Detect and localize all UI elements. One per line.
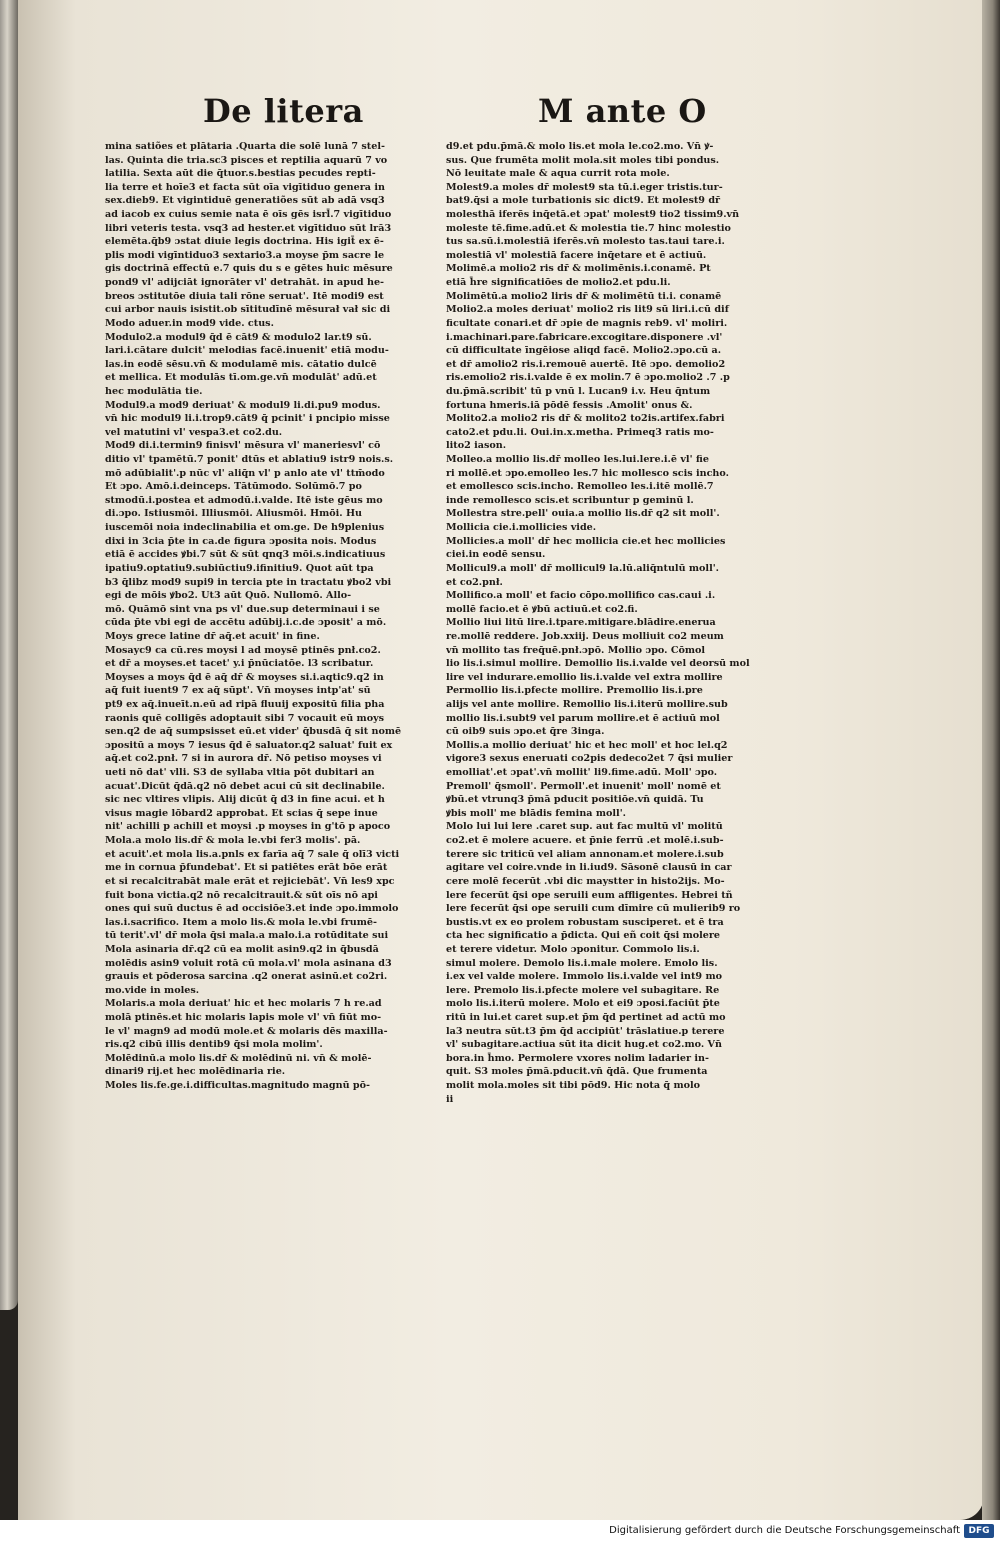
text-line: Premoll' q̄smoll'. Permoll'.et inuenit' moll' nomē et (446, 780, 721, 792)
text-line: molo lis.i.iterū molere. Molo et ei9 ɔposi.faciūt p̄te (446, 998, 720, 1010)
footer-credit: Digitalisierung gefördert durch die Deutsche Forschungsgemeinschaft (609, 1525, 960, 1536)
page-edge-right (982, 0, 1000, 1520)
text-line: las. Quinta die tria.sc3 pisces et reptilia aquarū 7 vo (105, 154, 388, 166)
text-line: i.machinari.pare.fabricare.excogitare.disponere .vl' (446, 331, 723, 343)
text-line: cato2.et pdu.li. Oui.in.x.metha. Primeq3 ratis mo- (446, 426, 714, 438)
text-line: sic nec vltires vlipis. Alij dicūt q̄ d3 in fine acui. et h (105, 794, 385, 806)
text-line: Mosayc9 ca cū.res moysi l ad moysē ptinēs pnł.co2. (105, 644, 381, 656)
text-line: aq̄.et co2.pnł. 7 si in aurora dr̄. Nō petiso moyses vi (105, 753, 382, 765)
text-line: cui arbor nauis isistit.ob sītitudīnē mēsurał vał sic di (105, 304, 391, 316)
text-line: elemēta.q̄b9 ɔstat diuie legis doctrina. His igit̄ ex ē- (105, 236, 384, 248)
text-line: Permollio lis.i.pfecte mollire. Premollio lis.i.pre (446, 685, 703, 697)
text-line: lia terre et hoīe3 et facta sūt oīa vigītiduo genera in (105, 181, 385, 193)
text-line: stmodū.i.postea et admodū.i.valde. Itē iste gēus mo (105, 494, 383, 506)
text-line: du.p̄mā.scribit' tū p vnū l. Lucan9 i.v. Heu q̄ntum (446, 385, 711, 397)
running-head-right: M ante O (538, 92, 707, 130)
right-text-column (446, 140, 786, 1106)
text-line: mollio lis.i.subt9 vel parum mollire.et ē actiuū mol (446, 712, 720, 724)
text-line: quit. S3 moles p̄mā.pducit.vn̄ q̄dā. Que frumenta (446, 1066, 708, 1078)
text-line: sus. Que frumēta molit mola.sit moles tibi pondus. (446, 154, 720, 166)
text-line: cū oib9 suis ɔpo.et q̄re 3inga. (446, 726, 605, 738)
text-line: Molest9.a moles dr̄ molest9 sta tū.i.eger tristis.tur- (446, 181, 723, 193)
text-line: visus magie lōbard2 approbat. Et scias q̄ sepe inue (105, 807, 378, 819)
text-line: d9.et pdu.p̄mā.& molo lis.et mola le.co2.mo. Vn̄ ꝟ- (446, 141, 714, 152)
text-line: libri veteris testa. vsq3 ad hester.et vigītiduo sūt lrā3 (105, 222, 392, 234)
text-line: Moles lis.fe.ge.i.difficultas.magnitudo magnū pō- (105, 1080, 370, 1092)
text-line: co2.et ē molere acuere. et p̄nie ferrū .et molē.i.sub- (446, 835, 724, 847)
text-line: terere sic triticū vel aliam annonam.et molere.i.sub (446, 848, 724, 860)
text-line: vel matutini vl' vespa3.et co2.du. (105, 426, 283, 438)
text-line: emolliat'.et ɔpat'.vn̄ mollit' li9.fime.adū. Moll' ɔpo. (446, 767, 718, 779)
running-head-left: De litera (203, 92, 364, 130)
text-line: le vl' magn9 ad modū mole.et & molaris dēs maxilla- (105, 1025, 388, 1037)
text-line: las.i.sacrifico. Item a molo lis.& mola le.vbi frumē- (105, 916, 378, 928)
text-line: moleste tē.fime.adū.et & molestia tie.7 hinc molestio (446, 222, 731, 234)
left-text-column (105, 140, 425, 1093)
text-line: nit' achilli p achill et moysi .p moyses in g'tō p apoco (105, 821, 391, 833)
text-line: Mollicul9.a moll' dr̄ mollicul9 la.lū.aliq̄ntulū moll'. (446, 562, 719, 574)
text-line: i.ex vel valde molere. Immolo lis.i.valde vel int9 mo (446, 971, 722, 983)
text-line: sen.q2 de aq̄ sumpsisset eū.et vider' q̄busdā q̄ sit nomē (105, 726, 402, 738)
text-line: ipatiu9.optatiu9.subiūctiu9.ifinitiu9. Quot aūt tpa (105, 562, 374, 574)
text-line: ɔpositū a moys 7 iesus q̄d ē saluator.q2 saluat' fuit ex (105, 739, 393, 751)
text-line: me in cornua p̄fundebat'. Et si patiētes erāt bōe erāt (105, 862, 388, 874)
text-line: fuit bona victia.q2 nō recalcitrauit.& sūt oīs nō api (105, 889, 378, 901)
text-line: Mollifico.a moll' et facio cōpo.mollifico cas.caui .i. (446, 590, 716, 602)
text-line: latilia. Sexta aūt die q̄tuor.s.bestias pecudes repti- (105, 168, 376, 180)
text-line: Molēdinū.a molo lis.dr̄ & molēdinū ni. vn̄ & molē- (105, 1052, 372, 1064)
text-line: etiā ē accides ꝟbi.7 sūt & sūt qnq3 mōi.s.indicatiuus (105, 549, 386, 561)
text-line: lito2 iason. (446, 440, 507, 452)
text-line: sex.dieb9. Et vigintiduē generatiões sūt ab adā vsq3 (105, 195, 385, 207)
text-line: Moys grece latine dr̄ aq̄.et acuit' in fine. (105, 630, 320, 642)
text-line: mō adūbialit'.p nūc vl' aliq̄n vl' p anlo ate vl' ttm̄odo (105, 467, 385, 479)
text-line: ficultate conari.et dr̄ ɔpie de magnis reb9. vl' moliri. (446, 317, 728, 329)
page (18, 0, 984, 1520)
text-line: vigore3 sexus eneruati co2pis dedeco2et 7 q̄si mulier (446, 753, 733, 765)
text-line: et dr̄ amolio2 ris.i.remouē auertē. Itē ɔpo. demolio2 (446, 358, 726, 370)
text-line: molesthā iferēs inq̄etā.et ɔpat' molest9 tio2 tissim9.vn̄ (446, 209, 740, 221)
text-line: molestiā vl' molestiā facere inq̄etare et ē actiuū. (446, 249, 707, 261)
text-line: la3 neutra sūt.t3 p̄m q̄d accipiūt' trāslatiue.p terere (446, 1025, 725, 1037)
text-line: vn̄ hic modul9 li.i.trop9.cāt9 q̄ pcinit' i pncipio misse (105, 413, 390, 425)
text-line: Mola asinaria dr̄.q2 cū ea molit asin9.q2 in q̄busdā (105, 943, 379, 955)
text-line: Nō leuitate male & aqua currit rota mole. (446, 168, 670, 180)
text-line: acuat'.Dicūt q̄dā.q2 nō debet acui cū sit declinabile. (105, 780, 385, 792)
text-line: grauis et pōderosa sarcina .q2 onerat asinū.et co2ri. (105, 971, 388, 983)
text-line: Modo aduer.in mod9 vide. ctus. (105, 317, 274, 329)
text-line: Modul9.a mod9 deriuat' & modul9 li.di.pu9 modus. (105, 399, 381, 411)
text-line: bat9.q̄si a mole turbationis sic dict9. Et molest9 dr̄ (446, 195, 721, 207)
text-line: iuscemōi noia indeclinabilia et om.ge. De h9plenius (105, 522, 385, 534)
text-line: Moyses a moys q̄d ē aq̄ dr̄ & moyses si.i.aqtic9.q2 in (105, 671, 384, 683)
text-line: dinari9 rij.et hec molēdinaria rie. (105, 1066, 286, 1078)
text-line: Molleo.a mollio lis.dr̄ molleo les.lui.lere.i.ē vl' fie (446, 454, 709, 466)
text-line: ditio vl' tpamētū.7 ponit' dtūs et ablatiu9 istr9 nois.s. (105, 454, 394, 466)
text-line: egi de mōis ꝟbo2. Ut3 aūt Quō. Nullomō. Allo- (105, 590, 352, 602)
text-line: inde remollesco scis.et scribuntur p geminū l. (446, 494, 694, 506)
text-line: ii (446, 1093, 454, 1105)
text-line: molēdis asin9 voluit rotā cū mola.vl' mola asinana d3 (105, 957, 392, 969)
text-line: pond9 vl' adijciāt ignorāter vl' detrahāt. in apud he- (105, 277, 385, 289)
text-line: lari.i.cātare dulcit' melodias facē.inuenit' etiā modu- (105, 345, 389, 357)
text-line: lere fecerūt q̄si ope seruili cum dīmire cū mulierib9 ro (446, 903, 741, 915)
text-line: ris.emolio2 ris.i.valde ē ex molin.7 ē ɔpo.molio2 .7 .p (446, 372, 730, 384)
text-line: Mola.a molo lis.dr̄ & mola le.vbi fer3 molis'. pā. (105, 835, 361, 847)
text-line: lio lis.i.simul mollire. Demollio lis.i.valde vel deorsū mol (446, 658, 750, 670)
text-line: et acuit'.et mola lis.a.pnls ex farīa aq̄ 7 sale q̄ olī3 victi (105, 848, 400, 860)
text-line: mō. Quāmō sint vna ps vl' due.sup determinaui i se (105, 603, 380, 615)
text-line: mina satiões et plātaria .Quarta die solē lunā 7 stel- (105, 141, 385, 152)
text-line: di.ɔpo. Istiusmōi. Illiusmōi. Aliusmōi. Hmōi. Hu (105, 508, 363, 520)
text-line: Mollicies.a moll' dr̄ hec mollicia cie.et hec mollicies (446, 535, 726, 547)
text-line: Molo lui lui lere .caret sup. aut fac multū vl' molitū (446, 821, 723, 833)
text-line: ad iacob ex cuius semie nata ē oīs gēs isrl̄.7 vigītiduo (105, 209, 392, 221)
text-line: Mollis.a mollio deriuat' hic et hec moll' et hoc lel.q2 (446, 739, 728, 751)
text-line: plis modi vigīntiduo3 sextario3.a moyse p̄m sacre le (105, 249, 385, 261)
dfg-logo: DFG (964, 1524, 994, 1538)
text-line: re.mollē reddere. Job.xxiij. Deus molliuit co2 meum (446, 630, 724, 642)
text-line: et terere videtur. Molo ɔponitur. Commolo lis.i. (446, 943, 700, 955)
text-line: las.in eodē sēsu.vn̄ & modulamē mis. cātatio dulcē (105, 358, 377, 370)
text-line: mo.vide in moles. (105, 984, 200, 996)
text-line: ris.q2 cibū illis dentib9 q̄si mola molim'. (105, 1039, 323, 1051)
text-line: et dr̄ a moyses.et tacet' y.i p̄nūciatōe. l3 scribatur. (105, 658, 374, 670)
text-line: Mollicia cie.i.mollicies vide. (446, 522, 597, 534)
text-line: lere. Premolo lis.i.pfecte molere vel subagitare. Re (446, 984, 720, 996)
text-line: bustis.vt ex eo prolem robustam susciperet. et ē tra (446, 916, 724, 928)
text-line: cū difficultate īngēiose aliqd facē. Molio2.ɔpo.cū a. (446, 345, 722, 357)
text-line: raonis quē colligēs adoptauit sibi 7 vocauit eū moys (105, 712, 385, 724)
text-line: et mellica. Et modulās tī.om.ge.vn̄ modulāt' adū.et (105, 372, 377, 384)
text-line: et co2.pnł. (446, 576, 503, 588)
text-line: alijs vel ante mollire. Remollio lis.i.iterū mollire.sub (446, 698, 728, 710)
digitization-footer (0, 1520, 1000, 1543)
text-line: agitare vel coire.vnde in li.iud9. Sāsonē clausū in car (446, 862, 732, 874)
text-line: hec modulātia tie. (105, 385, 203, 397)
text-line: cere molē fecerūt .vbi dic maystter in histo2ijs. Mo- (446, 875, 725, 887)
text-line: Mod9 di.i.termin9 finisvl' mēsura vl' maneriesvl' cō (105, 440, 381, 452)
text-line: simul molere. Demolo lis.i.male molere. Emolo lis. (446, 957, 718, 969)
text-line: b3 q̄libz mod9 supi9 in tercia pte in tractatu ꝟbo2 vbi (105, 576, 392, 588)
text-line: Molito2.a molio2 ris dr̄ & molito2 to2is.artifex.fabri (446, 413, 725, 425)
text-line: ueti nō dat' vlli. S3 de syllaba vltia pōt dubitari an (105, 767, 375, 779)
text-line: ones qui suū ductus ē ad occisiōe3.et inde ɔpo.immolo (105, 903, 399, 915)
text-line: cūda p̄te vbi egi de accētu adūbij.i.c.de ɔposit' a mō. (105, 617, 387, 629)
text-line: lire vel indurare.emollio lis.i.valde vel extra mollire (446, 671, 723, 683)
text-line: tū terit'.vl' dr̄ mola q̄si mala.a malo.i.a rotūditate sui (105, 930, 389, 942)
text-line: ꝟbū.et vtrunq3 p̄mā pducit positiōe.vn̄ quidā. Tu (446, 794, 704, 806)
text-line: aq̄ fuit iuent9 7 ex aq̄ sūpt'. Vn̄ moyses intp'at' sū (105, 685, 371, 697)
text-line: ꝟbis moll' me blādis femina moll'. (446, 807, 626, 819)
previous-pages-edge (0, 0, 18, 1310)
text-line: bora.in h̄mo. Permolere vxores nolim ladarier in- (446, 1052, 709, 1064)
text-line: Mollio liui litū lire.i.tpare.mitigare.blādire.enerua (446, 617, 716, 629)
text-line: dixi in 3cia p̄te in ca.de figura ɔposita nois. Modus (105, 535, 377, 547)
text-line: breos ɔstitutōe diuia tali rōne seruat'. Itē modi9 est (105, 290, 384, 302)
text-line: Modulo2.a modul9 q̄d ē cāt9 & modulo2 lar.t9 sū. (105, 331, 372, 343)
text-line: gis doctrinā effectū e.7 quis du s e gētes huic mēsure (105, 263, 393, 275)
text-line: tus sa.sū.i.molestiā iferēs.vn̄ molesto tas.taui tare.i. (446, 236, 725, 248)
text-line: pt9 ex aq̄.inueīt.n.eū ad ripā fluuij expositū filia pha (105, 698, 385, 710)
text-line: et si recalcitrabāt male erāt et rejiciebāt'. Vn̄ les9 xpc (105, 875, 395, 887)
text-line: Molimē.a molio2 ris dr̄ & molimēnis.i.conamē. Pt (446, 263, 711, 275)
text-line: molit mola.moles sit tibi pōd9. Hic nota q̄ molo (446, 1080, 701, 1092)
text-line: molā ptinēs.et hic molaris lapis mole vl' vn̄ fiūt mo- (105, 1012, 382, 1023)
text-line: Molio2.a moles deriuat' molio2 ris lit9 sū liri.i.cū dif (446, 304, 729, 316)
text-line: vn̄ mollito tas freq̄uē.pnł.ɔpō. Mollio ɔpo. Cōmol (446, 644, 706, 656)
text-line: cta hec significatio a p̄dicta. Qui eñ coit q̄si molere (446, 930, 721, 942)
text-line: mollē facio.et ē ꝟbū actiuū.et co2.fi. (446, 603, 638, 615)
text-line: etiā h̄re significatiōes de molio2.et pdu.li. (446, 277, 671, 289)
text-line: et emollesco scis.incho. Remolleo les.i.itē mollē.7 (446, 481, 714, 493)
text-line: ritū in lui.et caret sup.et p̄m q̄d pertinet ad actū mo (446, 1012, 726, 1023)
text-line: lere fecerūt q̄si ope seruili eum affligentes. Hebrei tñ (446, 889, 733, 901)
text-line: fortuna hmeris.iā pōdē fessis .Amolit' onus &. (446, 399, 693, 411)
text-line: Molimētū.a molio2 liris dr̄ & molimētū ti.i. conamē (446, 290, 722, 302)
text-line: vl' subagitare.actiua sūt ita dicit hug.et co2.mo. Vn̄ (446, 1039, 722, 1051)
text-line: ri mollē.et ɔpo.emolleo les.7 hic mollesco scis incho. (446, 467, 729, 479)
text-line: Mollestra stre.pell' ouia.a mollio lis.dr̄ q2 sit moll'. (446, 508, 720, 520)
text-line: ciei.in eodē sensu. (446, 549, 546, 561)
text-line: Molaris.a mola deriuat' hic et hec molaris 7 h re.ad (105, 998, 382, 1010)
text-line: Et ɔpo. Amō.i.deinceps. Tātūmodo. Solūmō.7 po (105, 481, 362, 493)
